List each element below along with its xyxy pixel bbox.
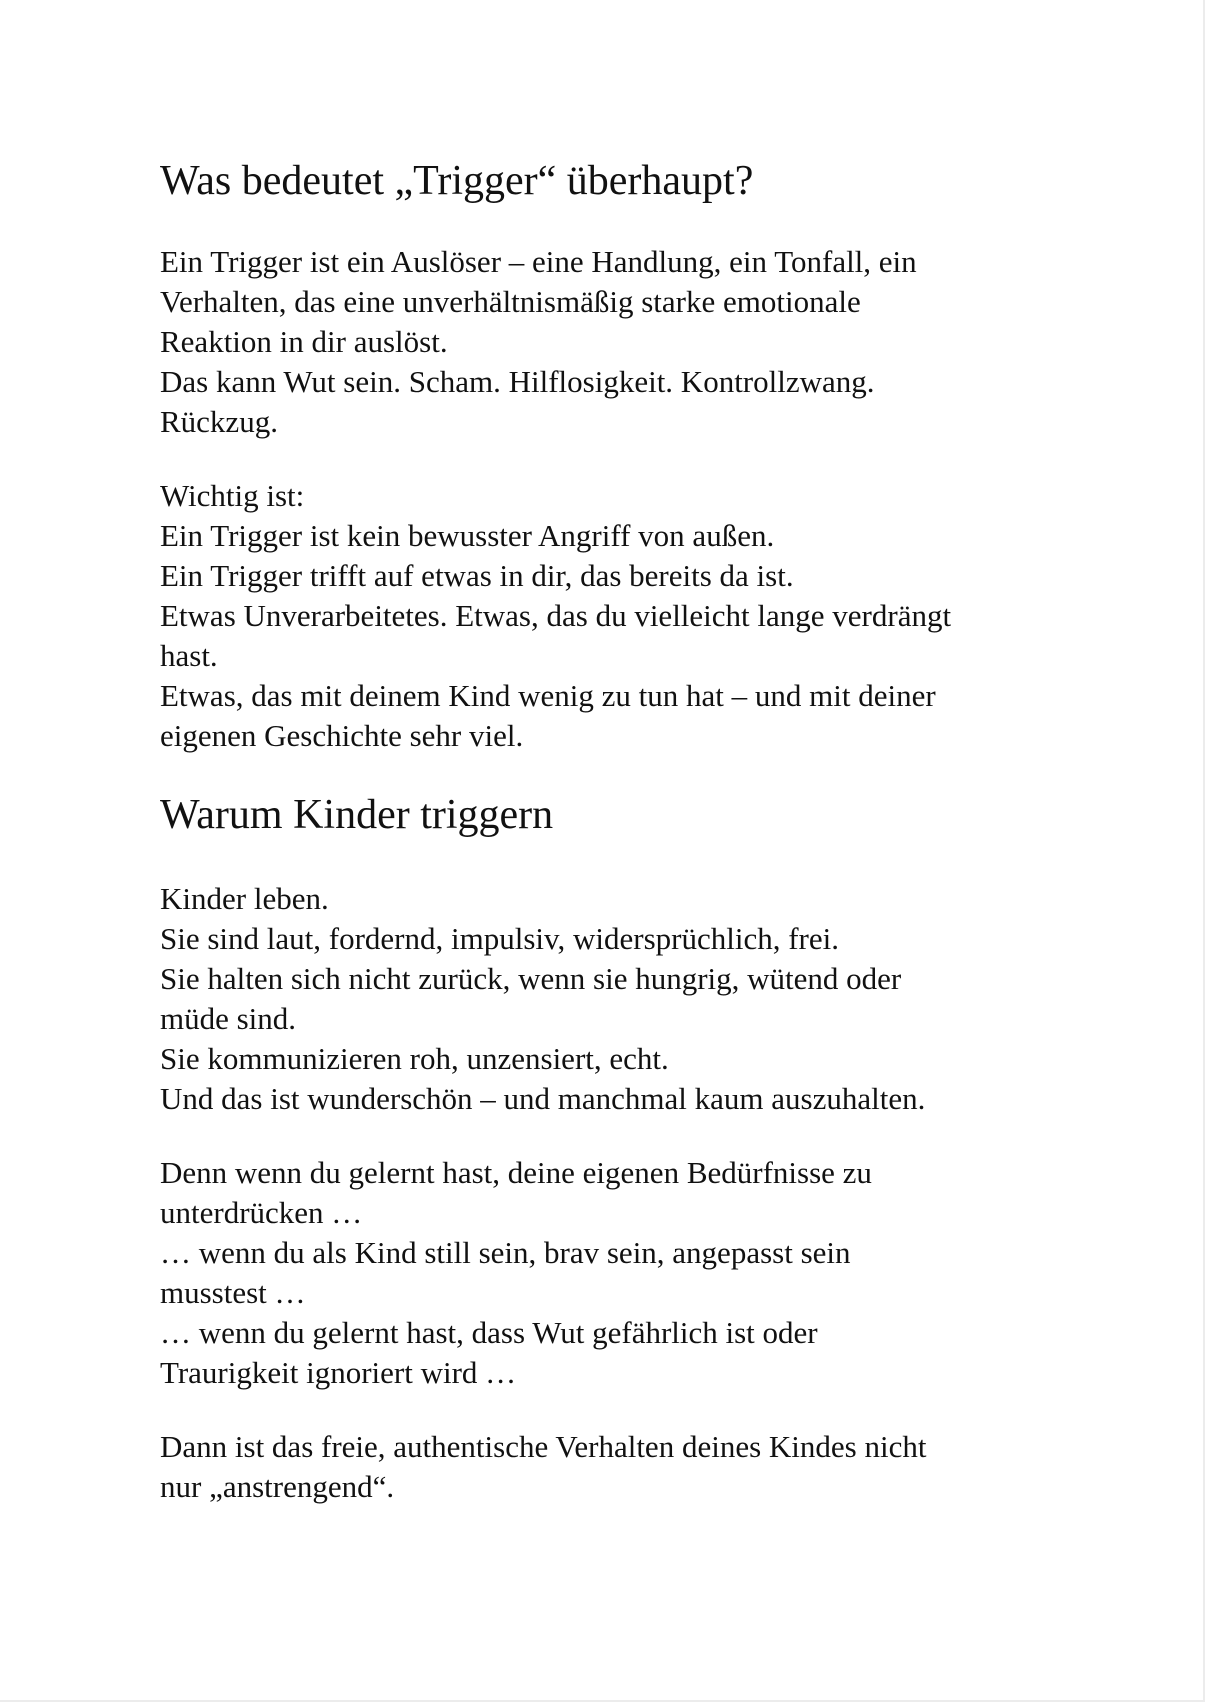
text-line: Denn wenn du gelernt hast, deine eigenen Bedürfnisse zu <box>160 1154 872 1190</box>
section-heading-trigger: Was bedeutet „Trigger“ überhaupt? <box>160 158 754 204</box>
text-line: unterdrücken … <box>160 1194 363 1230</box>
text-line: musstest … <box>160 1274 306 1310</box>
text-line: nur „anstrengend“. <box>160 1468 395 1504</box>
text-line: Sie sind laut, fordernd, impulsiv, widersprüchlich, frei. <box>160 920 839 956</box>
text-line: … wenn du gelernt hast, dass Wut gefährlich ist oder <box>160 1314 818 1350</box>
text-line: Kinder leben. <box>160 880 329 916</box>
text-line: Und das ist wunderschön – und manchmal kaum auszuhalten. <box>160 1080 926 1116</box>
section-heading-why-children-trigger: Warum Kinder triggern <box>160 792 554 839</box>
page-content <box>160 148 1060 1507</box>
text-line: Traurigkeit ignoriert wird … <box>160 1354 517 1390</box>
paragraph-trigger-definition <box>160 242 1060 442</box>
text-line: Wichtig ist: <box>160 478 305 514</box>
text-line: hast. <box>160 638 218 674</box>
text-line: … wenn du als Kind still sein, brav sein, angepasst sein <box>160 1234 851 1270</box>
text-line: Verhalten, das eine unverhältnismäßig starke emotionale <box>160 284 861 320</box>
text-line: Rückzug. <box>160 404 278 440</box>
text-line: eigenen Geschichte sehr viel. <box>160 718 524 754</box>
text-line: Ein Trigger trifft auf etwas in dir, das bereits da ist. <box>160 558 794 594</box>
text-line: Etwas Unverarbeitetes. Etwas, das du vielleicht lange verdrängt <box>160 598 952 634</box>
text-line: Reaktion in dir auslöst. <box>160 324 448 360</box>
text-line: Ein Trigger ist kein bewusster Angriff von außen. <box>160 518 775 554</box>
paragraph-conclusion <box>160 1427 1060 1507</box>
paragraph-children-live <box>160 879 1060 1119</box>
text-line: Etwas, das mit deinem Kind wenig zu tun hat – und mit deiner <box>160 678 936 714</box>
text-line: Sie halten sich nicht zurück, wenn sie hungrig, wütend oder <box>160 960 902 996</box>
text-line: Das kann Wut sein. Scham. Hilflosigkeit. Kontrollzwang. <box>160 364 875 400</box>
paragraph-suppressed-needs <box>160 1153 1060 1393</box>
text-line: Sie kommunizieren roh, unzensiert, echt. <box>160 1040 669 1076</box>
text-line: Ein Trigger ist ein Auslöser – eine Handlung, ein Tonfall, ein <box>160 244 917 280</box>
text-line: müde sind. <box>160 1000 297 1036</box>
text-line: Dann ist das freie, authentische Verhalten deines Kindes nicht <box>160 1428 927 1464</box>
paragraph-trigger-important <box>160 476 1060 756</box>
